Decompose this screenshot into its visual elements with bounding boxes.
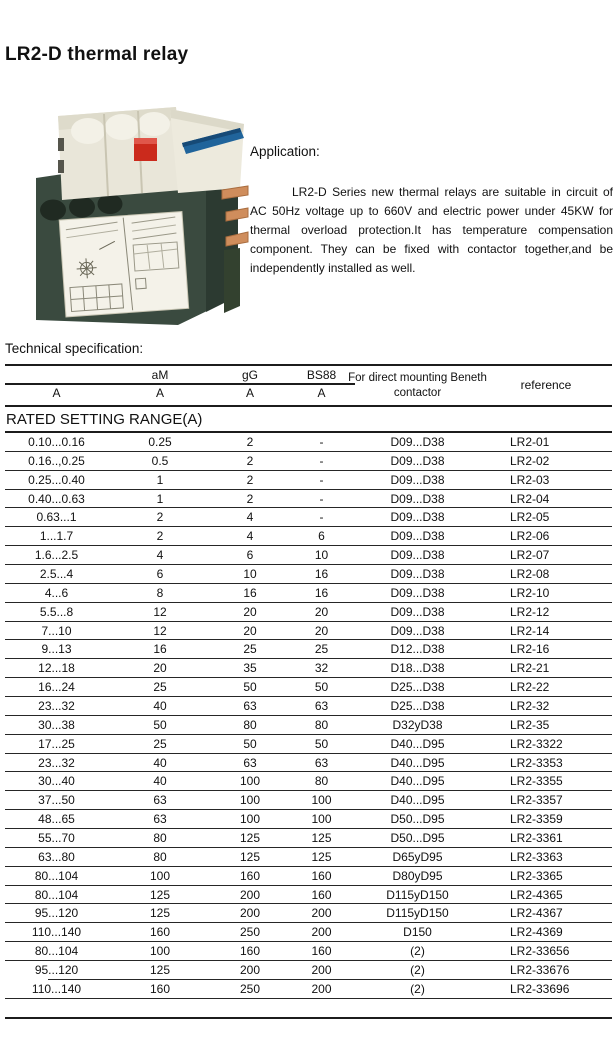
cell-contactor: D09...D38 [390,491,445,506]
cell-gg-fuse: 100 [239,812,261,827]
cell-am-fuse: 1 [156,472,164,487]
cell-reference: LR2-3322 [510,736,563,751]
cell-gg-fuse: 20 [243,604,257,619]
cell-am-fuse: 0.5 [151,453,169,468]
cell-gg-fuse: 125 [239,830,261,845]
unit-header-a2: A [155,386,164,400]
table-row [5,810,612,829]
cell-reference: LR2-07 [510,548,550,563]
cell-gg-fuse: 4 [246,510,254,525]
cell-contactor: D32yD38 [392,717,443,732]
cell-setting-range: 95...120 [34,906,79,921]
cell-contactor: D115yD150 [386,906,449,921]
cell-bs88-fuse: 200 [311,963,332,978]
cell-gg-fuse: 2 [246,434,254,449]
cell-gg-fuse: 16 [243,585,257,600]
cell-gg-fuse: 80 [243,717,257,732]
cell-am-fuse: 40 [153,774,167,789]
cell-am-fuse: 16 [153,642,167,657]
table-row [5,716,612,735]
table-row [5,527,612,546]
col-header-gg: gG [241,367,258,382]
cell-bs88-fuse: 20 [314,623,329,638]
table-row [5,829,612,848]
cell-contactor: D65yD95 [392,849,443,864]
table-row [5,791,612,810]
cell-setting-range: 110...140 [31,981,82,996]
cell-am-fuse: 12 [153,604,167,619]
cell-bs88-fuse: 6 [318,529,325,544]
table-row [5,735,612,754]
cell-setting-range: 2.5...4 [39,566,74,581]
cell-reference: LR2-3359 [510,812,563,827]
cell-am-fuse: 125 [149,887,171,902]
cell-am-fuse: 40 [153,755,167,770]
table-row [5,584,612,603]
cell-contactor: D115yD150 [386,887,449,902]
cell-gg-fuse: 63 [243,755,257,770]
cell-gg-fuse: 25 [243,642,257,657]
table-row [5,848,612,867]
cell-gg-fuse: 4 [246,529,254,544]
cell-reference: LR2-3355 [510,774,563,789]
cell-am-fuse: 4 [156,548,164,563]
table-row [5,904,612,923]
cell-reference: LR2-3365 [510,868,563,883]
cell-reference: LR2-3357 [510,793,563,808]
col-header-bs88: BS88 [306,367,337,382]
red-stop-button [134,138,157,161]
unit-header-a1: A [52,386,61,400]
cell-gg-fuse: 200 [239,887,261,902]
cell-bs88-fuse: 80 [314,717,329,732]
cell-bs88-fuse: 200 [311,925,332,940]
rated-setting-range-label: RATED SETTING RANGE(A) [5,407,612,433]
cell-am-fuse: 25 [153,680,167,695]
cell-bs88-fuse: - [319,472,324,487]
cell-contactor: D40...D95 [390,755,445,770]
application-paragraph: LR2-D Series new thermal relays are suitable in circuit of AC 50Hz voltage up to 660V and electric power under 45KW for thermal overload protection.It has temperature compensation component. They can be fixed with contactor together,and be independently installed as well. [250,185,613,275]
table-row [5,697,612,716]
cell-reference: LR2-12 [510,604,550,619]
cell-setting-range: 80...104 [34,887,79,902]
cell-bs88-fuse: 200 [311,981,332,996]
table-row [5,980,612,999]
page-title: LR2-D thermal relay [5,43,189,65]
cell-contactor: D09...D38 [390,585,445,600]
cell-reference: LR2-01 [510,434,550,449]
cell-setting-range: 0.63...1 [36,510,77,525]
cell-reference: LR2-03 [510,472,550,487]
cell-contactor: D50...D95 [390,830,445,845]
cell-setting-range: 23...32 [38,698,75,713]
cell-reference: LR2-35 [510,717,550,732]
cell-contactor: D09...D38 [390,472,445,487]
col-header-reference: reference [520,378,572,392]
table-row [5,546,612,565]
cell-setting-range: 95...120 [34,963,79,978]
cell-bs88-fuse: 25 [314,642,329,657]
cell-bs88-fuse: 100 [311,812,332,827]
copper-terminals [222,186,248,246]
cell-gg-fuse: 200 [239,906,261,921]
table-row [5,772,612,791]
cell-setting-range: 0.16..,0.25 [28,453,85,468]
cell-gg-fuse: 2 [246,491,254,506]
cell-am-fuse: 80 [153,849,167,864]
cell-am-fuse: 63 [153,793,167,808]
cell-setting-range: 1.6...2.5 [34,548,79,563]
spec-heading: Technical specification: [5,341,144,356]
col-header-mounting: For direct mounting Beneth contactor [348,371,487,399]
cell-gg-fuse: 160 [239,868,261,883]
cell-setting-range: 0.40...0.63 [28,491,85,506]
cell-setting-range: 9...13 [41,642,72,657]
cell-bs88-fuse: - [319,510,324,525]
cell-am-fuse: 80 [153,830,167,845]
cell-contactor: (2) [410,963,425,978]
cell-bs88-fuse: 32 [314,661,329,676]
cell-reference: LR2-22 [510,680,550,695]
table-row [5,622,612,641]
cell-gg-fuse: 10 [243,566,257,581]
cover-plate [170,109,244,193]
cell-gg-fuse: 100 [239,793,261,808]
table-row [5,471,612,490]
cell-gg-fuse: 250 [239,981,261,996]
cell-am-fuse: 100 [149,868,171,883]
cell-reference: LR2-06 [510,529,550,544]
cell-gg-fuse: 2 [246,472,254,487]
cell-setting-range: 55...70 [38,830,75,845]
cell-reference: LR2-16 [510,642,550,657]
cell-bs88-fuse: 160 [311,868,332,883]
product-photo [30,98,250,333]
cell-contactor: (2) [410,944,425,959]
cell-setting-range: 0.10...0.16 [28,434,85,449]
spec-table [5,364,612,999]
cell-reference: LR2-33696 [510,981,570,996]
cell-contactor: D40...D95 [390,774,445,789]
unit-header-a3: A [245,386,254,400]
cell-setting-range: 80...104 [34,944,79,959]
cell-setting-range: 5.5...8 [39,604,74,619]
header-sub-rule [5,383,355,385]
cell-gg-fuse: 50 [243,736,257,751]
cell-am-fuse: 2 [156,529,164,544]
table-row [5,603,612,622]
cell-bs88-fuse: 160 [311,887,332,902]
cell-am-fuse: 8 [156,585,164,600]
cell-am-fuse: 1 [156,491,164,506]
cell-setting-range: 12...18 [38,661,75,676]
cell-bs88-fuse: 200 [311,906,332,921]
cell-setting-range: 7...10 [41,623,72,638]
cell-bs88-fuse: 50 [314,736,329,751]
cell-gg-fuse: 63 [243,698,257,713]
cell-contactor: (2) [410,981,425,996]
spec-table-body [5,433,612,999]
cell-gg-fuse: 6 [246,548,254,563]
table-row [5,754,612,773]
cell-am-fuse: 2 [156,510,164,525]
cell-reference: LR2-4367 [510,906,563,921]
cell-gg-fuse: 50 [243,680,257,695]
cell-setting-range: 17...25 [38,736,75,751]
cell-contactor: D150 [403,925,432,940]
cell-am-fuse: 160 [149,981,171,996]
cell-am-fuse: 0.25 [148,434,172,449]
table-row [5,640,612,659]
cell-setting-range: 37...50 [38,793,75,808]
cell-reference: LR2-3361 [510,830,563,845]
table-row [5,942,612,961]
cell-setting-range: 23...32 [38,755,75,770]
cell-bs88-fuse: 63 [314,755,329,770]
cell-gg-fuse: 100 [239,774,261,789]
cell-am-fuse: 6 [156,566,164,581]
cell-reference: LR2-08 [510,566,550,581]
cell-gg-fuse: 125 [239,849,261,864]
table-row [5,433,612,452]
cell-contactor: D09...D38 [390,510,445,525]
cell-bs88-fuse: - [319,491,324,506]
table-row [5,452,612,471]
cell-gg-fuse: 200 [239,963,261,978]
cell-contactor: D09...D38 [390,548,445,563]
cell-setting-range: 63...80 [38,849,75,864]
cell-am-fuse: 160 [149,925,171,940]
cell-am-fuse: 125 [149,906,171,921]
cell-reference: LR2-3363 [510,849,563,864]
page-bottom-rule [5,1017,612,1019]
cell-gg-fuse: 2 [246,453,254,468]
cell-contactor: D09...D38 [390,566,445,581]
cell-reference: LR2-4369 [510,925,563,940]
table-row [5,659,612,678]
cell-reference: LR2-14 [510,623,550,638]
col-header-am: aM [151,367,169,382]
cell-contactor: D09...D38 [390,623,445,638]
cell-reference: LR2-3353 [510,755,563,770]
cell-bs88-fuse: 16 [314,566,329,581]
cell-reference: LR2-21 [510,661,550,676]
cell-bs88-fuse: 20 [314,604,329,619]
cell-bs88-fuse: - [319,453,324,468]
cell-bs88-fuse: 16 [314,585,329,600]
table-row [5,565,612,584]
cell-bs88-fuse: 125 [311,849,332,864]
cell-bs88-fuse: - [319,434,324,449]
application-heading: Application: [250,144,320,159]
cell-am-fuse: 40 [153,698,167,713]
cell-setting-range: 1...1.7 [39,529,74,544]
table-row [5,923,612,942]
cell-reference: LR2-32 [510,698,550,713]
cell-am-fuse: 100 [149,944,171,959]
cell-reference: LR2-33676 [510,963,570,978]
cell-contactor: D40...D95 [390,793,445,808]
cell-gg-fuse: 250 [239,925,261,940]
cell-bs88-fuse: 125 [311,830,332,845]
cell-am-fuse: 125 [149,963,171,978]
table-row [5,678,612,697]
table-row [5,886,612,905]
cell-setting-range: 80...104 [34,868,79,883]
cell-contactor: D40...D95 [390,736,445,751]
cell-setting-range: 0.25...0.40 [28,472,85,487]
cell-reference: LR2-4365 [510,887,563,902]
table-row [5,508,612,527]
table-row [5,490,612,509]
cell-am-fuse: 20 [153,661,167,676]
cell-reference: LR2-04 [510,491,550,506]
cell-bs88-fuse: 160 [311,944,332,959]
cell-setting-range: 30...38 [38,717,75,732]
cell-setting-range: 30...40 [38,774,75,789]
cell-am-fuse: 50 [153,717,167,732]
spec-table-header [5,366,612,407]
cell-contactor: D25...D38 [390,698,445,713]
cell-reference: LR2-05 [510,510,550,525]
table-row [5,867,612,886]
cell-setting-range: 16...24 [38,680,75,695]
cell-gg-fuse: 20 [243,623,257,638]
cell-bs88-fuse: 80 [314,774,329,789]
cell-am-fuse: 25 [153,736,167,751]
cell-contactor: D09...D38 [390,604,445,619]
cell-reference: LR2-10 [510,585,550,600]
cell-contactor: D25...D38 [390,680,445,695]
mounting-fin [224,248,240,313]
cell-bs88-fuse: 10 [314,548,329,563]
cell-bs88-fuse: 63 [314,698,329,713]
cell-am-fuse: 63 [153,812,167,827]
table-row [5,961,612,980]
spec-label [59,212,188,317]
cell-setting-range: 4...6 [44,585,69,600]
cell-contactor: D18...D38 [390,661,445,676]
cell-contactor: D09...D38 [390,529,445,544]
cell-contactor: D80yD95 [392,868,443,883]
cell-bs88-fuse: 50 [314,680,329,695]
cell-bs88-fuse: 100 [311,793,332,808]
cell-gg-fuse: 160 [239,944,261,959]
cell-am-fuse: 12 [153,623,167,638]
cell-contactor: D09...D38 [390,434,445,449]
terminal-block [58,107,182,200]
cell-contactor: D09...D38 [390,453,445,468]
unit-header-a4: A [317,386,326,400]
cell-reference: LR2-02 [510,453,550,468]
cell-setting-range: 48...65 [38,812,75,827]
cell-contactor: D50...D95 [390,812,445,827]
cell-contactor: D12...D38 [390,642,445,657]
cell-setting-range: 110...140 [31,925,82,940]
cell-reference: LR2-33656 [510,944,570,959]
cell-gg-fuse: 35 [243,661,257,676]
